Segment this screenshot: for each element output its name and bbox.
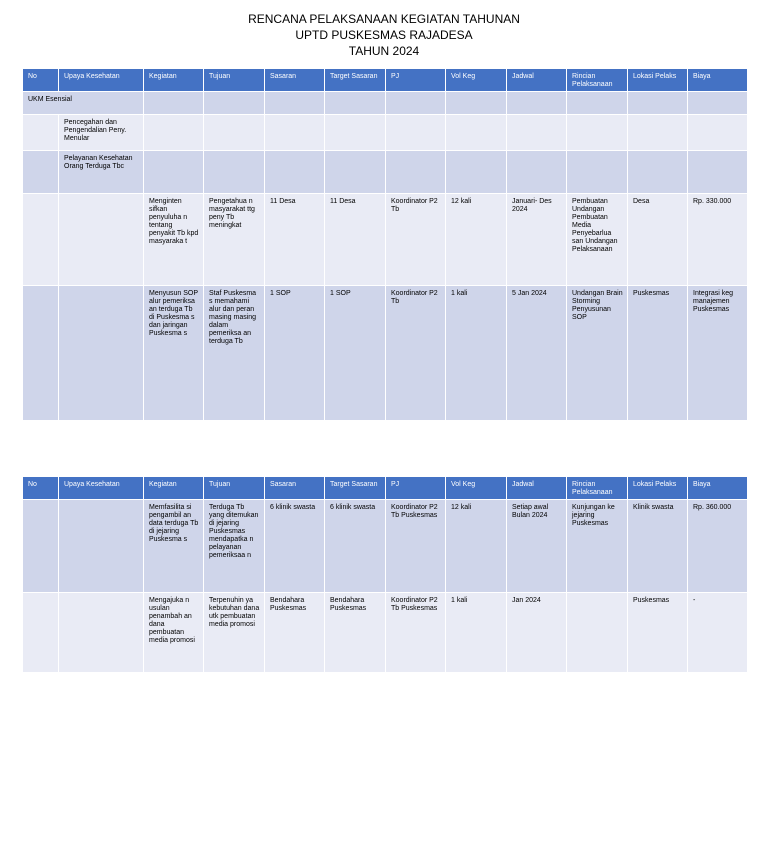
table-row [23, 194, 748, 286]
table-cell [59, 194, 144, 286]
column-header-biaya: Biaya [688, 69, 748, 92]
column-header-kegiatan: Kegiatan [144, 477, 204, 500]
table-cell [23, 194, 59, 286]
table-cell [23, 500, 59, 593]
table-cell: Menyusun SOP alur pemeriksa an terduga Tb di Puskesma s dan jaringan Puskesma s [144, 286, 204, 421]
table-cell [144, 151, 204, 194]
table-cell [446, 92, 507, 115]
column-header-tujuan: Tujuan [204, 69, 265, 92]
table-cell [23, 593, 59, 673]
column-header-biaya: Biaya [688, 477, 748, 500]
column-header-vol-keg: Vol Keg [446, 69, 507, 92]
table-row [23, 115, 748, 151]
table-cell: Desa [628, 194, 688, 286]
table-cell [688, 151, 748, 194]
table-cell: Terduga Tb yang ditemukan di jejaring Puskesmas mendapatka n pelayanan pemeriksaa n [204, 500, 265, 593]
table-cell: Terpenuhin ya kebutuhan dana utk pembuatan media promosi [204, 593, 265, 673]
table-cell: Staf Puskesma s memahami alur dan peran masing masing dalam pemeriksa an terduga Tb [204, 286, 265, 421]
column-header-lokasi-pelaks: Lokasi Pelaks [628, 477, 688, 500]
table-cell [265, 115, 325, 151]
table-cell: Koordinator P2 Tb [386, 286, 446, 421]
column-header-sasaran: Sasaran [265, 477, 325, 500]
table-cell [628, 92, 688, 115]
table-cell [567, 151, 628, 194]
table-row [23, 286, 748, 421]
table-cell: 6 klinik swasta [325, 500, 386, 593]
table-cell: 1 kali [446, 593, 507, 673]
table-header-row [23, 69, 748, 92]
activity-plan-table [22, 68, 748, 421]
table-cell [265, 151, 325, 194]
table-cell: Undangan Brain Storming Penyusunan SOP [567, 286, 628, 421]
table-cell [204, 115, 265, 151]
table-cell [325, 92, 386, 115]
activity-plan-table-continued [22, 476, 748, 673]
table-cell [567, 593, 628, 673]
table-cell [265, 92, 325, 115]
table-cell [325, 151, 386, 194]
table-cell [688, 115, 748, 151]
table-cell: Bendahara Puskesmas [325, 593, 386, 673]
table-cell [507, 92, 567, 115]
table-cell [23, 151, 59, 194]
table-cell: Klinik swasta [628, 500, 688, 593]
table-cell: Kunjungan ke jejaring Puskesmas [567, 500, 628, 593]
table-cell [144, 92, 204, 115]
table-cell [59, 286, 144, 421]
table-cell [446, 151, 507, 194]
table-cell [204, 151, 265, 194]
table-cell [23, 115, 59, 151]
column-header-lokasi-pelaks: Lokasi Pelaks [628, 69, 688, 92]
table-cell: Pembuatan Undangan Pembuatan Media Penyebarlua san Undangan Pelaksanaan [567, 194, 628, 286]
column-header-jadwal: Jadwal [507, 69, 567, 92]
table-cell: Bendahara Puskesmas [265, 593, 325, 673]
table-cell [567, 115, 628, 151]
table-cell: 12 kali [446, 194, 507, 286]
table-cell: 1 SOP [325, 286, 386, 421]
table-cell [204, 92, 265, 115]
document-year: TAHUN 2024 [348, 44, 420, 58]
table-cell: 12 kali [446, 500, 507, 593]
table-cell: Januari- Des 2024 [507, 194, 567, 286]
table-cell: Mengajuka n usulan penambah an dana pembuatan media promosi [144, 593, 204, 673]
table-cell [59, 593, 144, 673]
column-header-sasaran: Sasaran [265, 69, 325, 92]
column-header-upaya-kesehatan: Upaya Kesehatan [59, 477, 144, 500]
table-cell: UKM Esensial [23, 92, 144, 115]
table-cell [446, 115, 507, 151]
column-header-pj: PJ [386, 477, 446, 500]
table-cell: Integrasi keg manajemen Puskesmas [688, 286, 748, 421]
table-cell: Puskesmas [628, 593, 688, 673]
table-cell: Koordinator P2 Tb Puskesmas [386, 593, 446, 673]
column-header-rincian-pelaksanaan: Rincian Pelaksanaan [567, 69, 628, 92]
table-cell [386, 92, 446, 115]
table-cell: Pelayanan Kesehatan Orang Terduga Tbc [59, 151, 144, 194]
column-header-vol-keg: Vol Keg [446, 477, 507, 500]
column-header-tujuan: Tujuan [204, 477, 265, 500]
column-header-kegiatan: Kegiatan [144, 69, 204, 92]
document-subtitle: UPTD PUSKESMAS RAJADESA [295, 28, 473, 42]
table-cell [507, 115, 567, 151]
table-row [23, 151, 748, 194]
table-cell: Pencegahan dan Pengendalian Peny. Menular [59, 115, 144, 151]
table-cell [325, 115, 386, 151]
table-cell: Puskesmas [628, 286, 688, 421]
column-header-jadwal: Jadwal [507, 477, 567, 500]
table-cell [628, 115, 688, 151]
column-header-upaya-kesehatan: Upaya Kesehatan [59, 69, 144, 92]
table-cell: Pengetahua n masyarakat ttg peny Tb meningkat [204, 194, 265, 286]
column-header-pj: PJ [386, 69, 446, 92]
table-cell [386, 115, 446, 151]
table-cell [507, 151, 567, 194]
table-row [23, 500, 748, 593]
table-cell [59, 500, 144, 593]
column-header-target-sasaran: Target Sasaran [325, 69, 386, 92]
table-row [23, 92, 748, 115]
table-cell [567, 92, 628, 115]
table-cell [23, 286, 59, 421]
table-cell: - [688, 593, 748, 673]
column-header-no: No [23, 69, 59, 92]
document-title: RENCANA PELAKSANAAN KEGIATAN TAHUNAN [248, 12, 520, 26]
column-header-target-sasaran: Target Sasaran [325, 477, 386, 500]
table-cell: Jan 2024 [507, 593, 567, 673]
table-cell: Rp. 360.000 [688, 500, 748, 593]
table-cell: Koordinator P2 Tb Puskesmas [386, 500, 446, 593]
table-cell: Menginten sifkan penyuluha n tentang penyakit Tb kpd masyaraka t [144, 194, 204, 286]
table-cell: Memfasilita si pengambil an data terduga Tb di jejaring Puskesma s [144, 500, 204, 593]
table-cell: 1 kali [446, 286, 507, 421]
table-cell: 11 Desa [325, 194, 386, 286]
table-cell [144, 115, 204, 151]
table-cell: 11 Desa [265, 194, 325, 286]
table-cell [688, 92, 748, 115]
table-header-row [23, 477, 748, 500]
table-cell: Rp. 330.000 [688, 194, 748, 286]
table-cell [628, 151, 688, 194]
table-cell: 1 SOP [265, 286, 325, 421]
column-header-rincian-pelaksanaan: Rincian Pelaksanaan [567, 477, 628, 500]
table-cell: Setiap awal Bulan 2024 [507, 500, 567, 593]
table-cell [386, 151, 446, 194]
table-cell: 5 Jan 2024 [507, 286, 567, 421]
table-row [23, 593, 748, 673]
table-cell: 6 klinik swasta [265, 500, 325, 593]
column-header-no: No [23, 477, 59, 500]
table-cell: Koordinator P2 Tb [386, 194, 446, 286]
